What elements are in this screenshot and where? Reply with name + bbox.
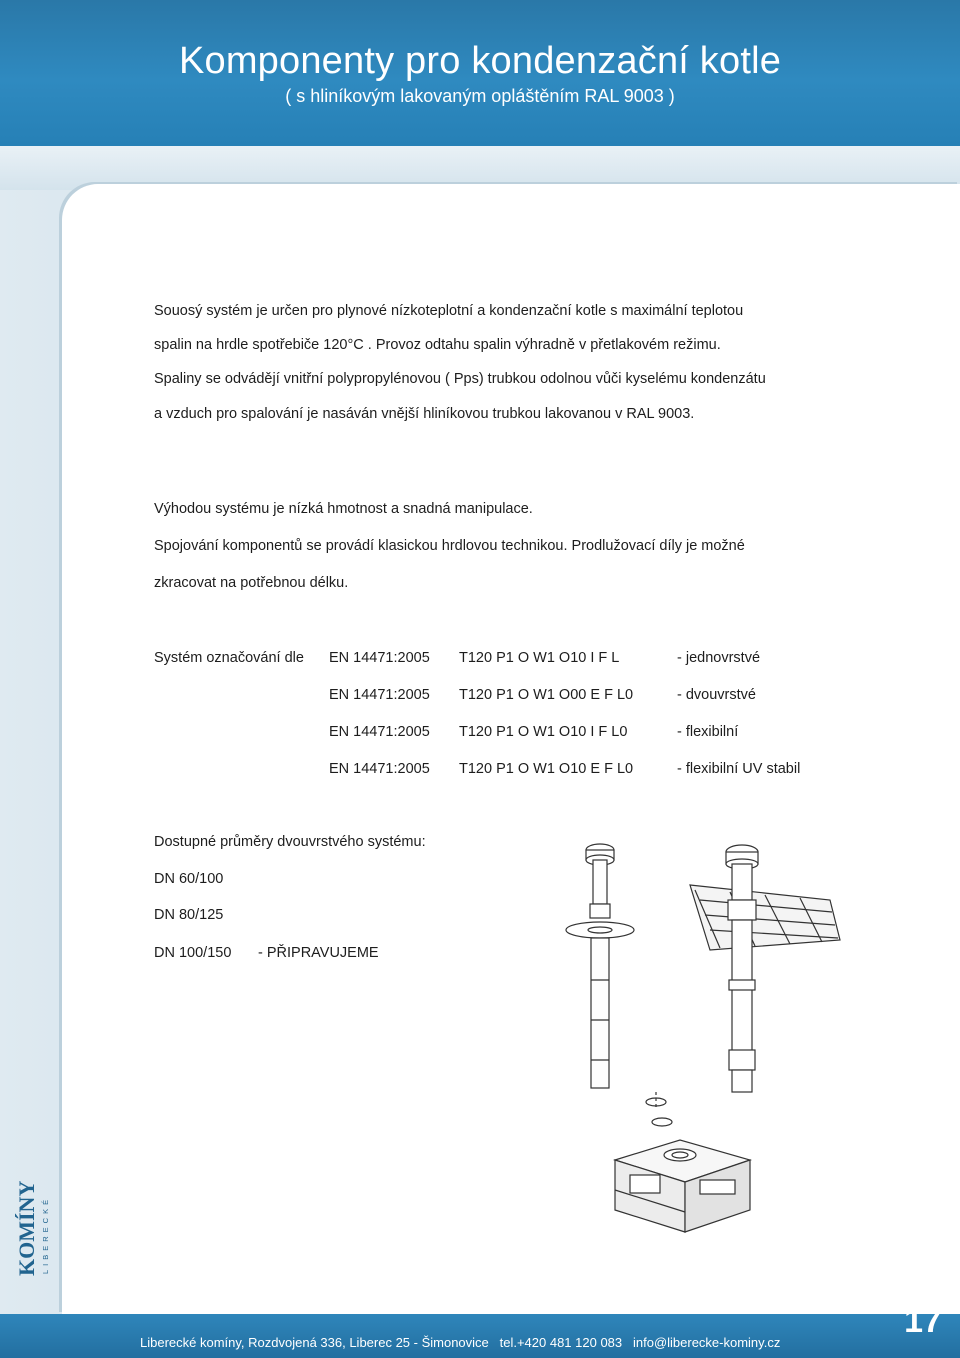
marking-norm: EN 14471:2005	[329, 724, 430, 740]
marking-norm: EN 14471:2005	[329, 650, 430, 666]
logo-sub-text: LIBERECKÉ	[41, 1195, 50, 1274]
page-footer	[0, 1302, 960, 1358]
diameter-item: DN 60/100	[154, 871, 224, 887]
marking-norm: EN 14471:2005	[329, 761, 430, 777]
marking-norm: EN 14471:2005	[329, 687, 430, 703]
marking-type: - flexibilní UV stabil	[677, 761, 801, 777]
marking-code: T120 P1 O W1 O10 I F L0	[459, 724, 628, 740]
marking-type: - flexibilní	[677, 724, 739, 740]
marking-code: T120 P1 O W1 O10 I F L	[459, 650, 620, 666]
advantage-line: Výhodou systému je nízká hmotnost a snadná manipulace.	[154, 501, 533, 517]
page-header	[0, 0, 960, 146]
logo-main-text: KOMÍNY	[14, 1180, 39, 1276]
marking-code: T120 P1 O W1 O00 E F L0	[459, 687, 634, 703]
intro-line: Spaliny se odvádějí vnitřní polypropylénovou ( Pps) trubkou odolnou vůči kyselému kondenzátu	[154, 371, 766, 387]
advantage-line: zkracovat na potřebnou délku.	[154, 575, 349, 591]
marking-label: Systém označování dle	[154, 650, 304, 666]
company-logo	[6, 1178, 52, 1278]
intro-line: Souosý systém je určen pro plynové nízkoteplotní a kondenzační kotle s maximální teplotou	[154, 303, 744, 319]
diameter-item: DN 100/150	[154, 945, 232, 961]
diameters-heading: Dostupné průměry dvouvrstvého systému:	[154, 834, 426, 850]
advantage-line: Spojování komponentů se provádí klasickou hrdlovou technikou. Prodlužovací díly je možné	[154, 538, 745, 554]
intro-line: spalin na hrdle spotřebiče 120°C . Provoz odtahu spalin výhradně v přetlakovém režimu.	[154, 337, 721, 353]
page-title: Komponenty pro kondenzační kotle	[178, 40, 782, 82]
intro-line: a vzduch pro spalování je nasáván vnější hliníkovou trubkou lakovanou v RAL 9003.	[154, 406, 695, 422]
diameter-note: - PŘIPRAVUJEME	[258, 945, 379, 961]
marking-type: - jednovrstvé	[677, 650, 761, 666]
footer-address: Liberecké komíny, Rozdvojená 336, Liberec 25 - Šimonovice tel.+420 481 120 083 info@liberecke-kominy.cz	[140, 1335, 781, 1350]
chimney-illustration	[560, 830, 850, 1250]
marking-type: - dvouvrstvé	[677, 687, 756, 703]
marking-code: T120 P1 O W1 O10 E F L0	[459, 761, 634, 777]
page-number: 17	[904, 1302, 942, 1340]
page-subtitle: ( s hliníkovým lakovaným opláštěním RAL 9003 )	[285, 86, 675, 106]
diameter-item: DN 80/125	[154, 907, 224, 923]
